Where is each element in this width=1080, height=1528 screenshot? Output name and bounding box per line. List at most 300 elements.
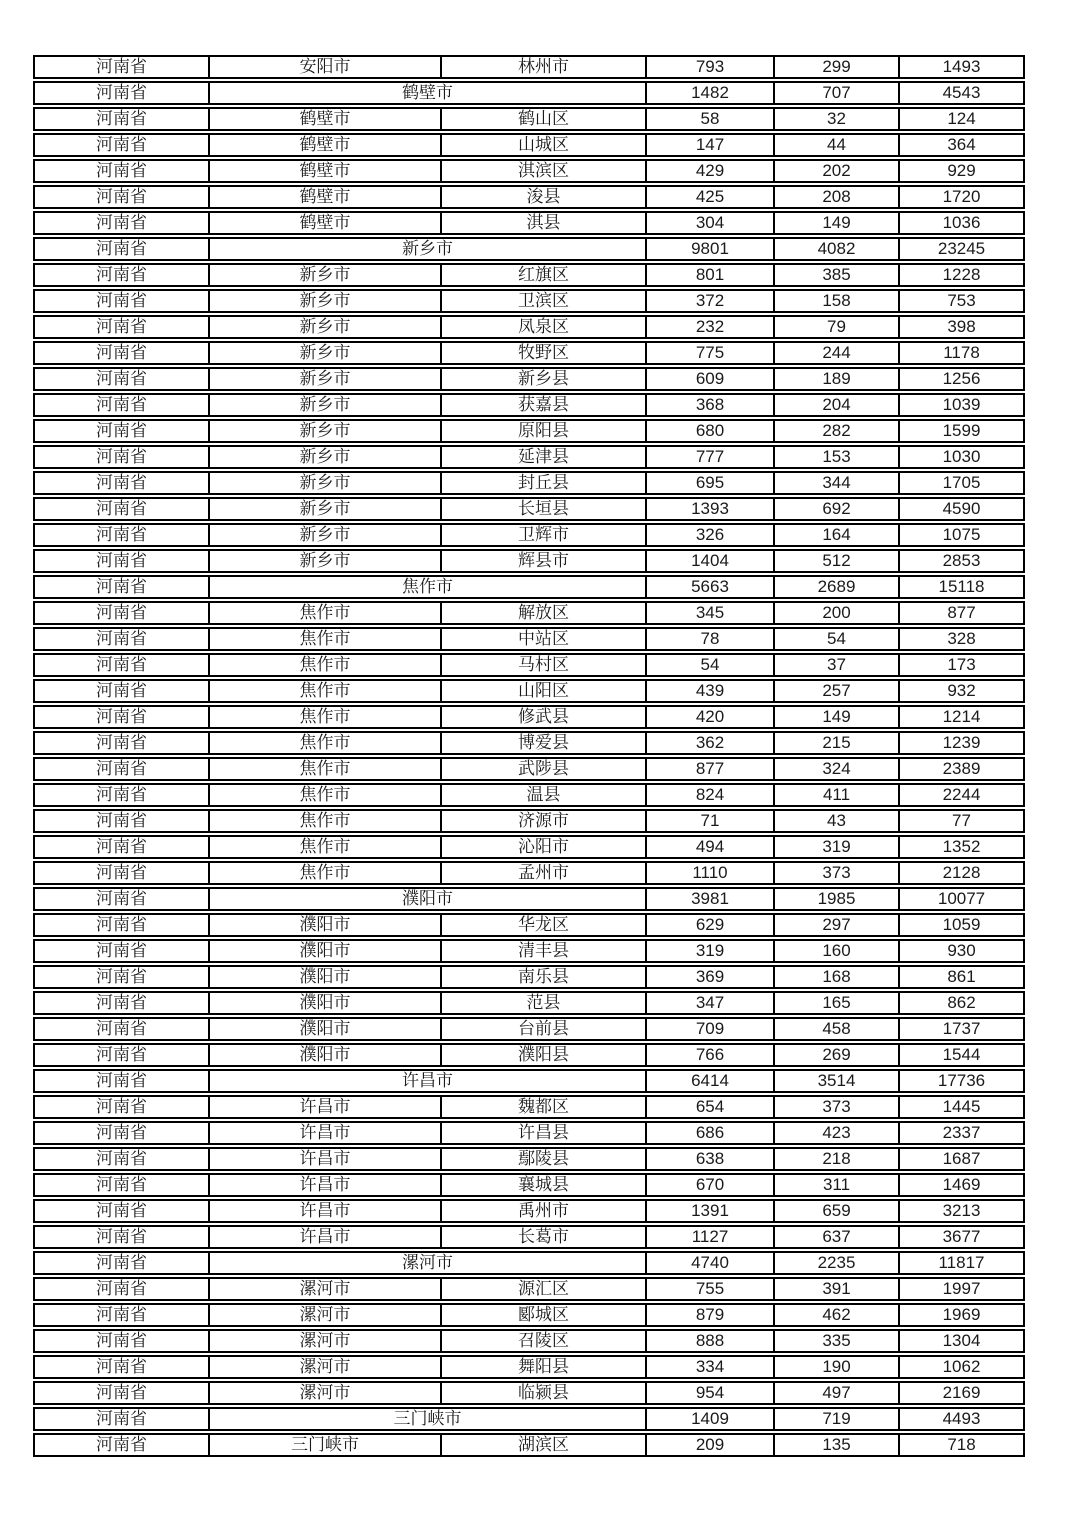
value-cell-3: 1062 bbox=[898, 1355, 1025, 1379]
value-cell-2: 215 bbox=[773, 731, 898, 755]
province-cell: 河南省 bbox=[33, 575, 208, 599]
district-cell: 博爱县 bbox=[440, 731, 645, 755]
city-cell: 许昌市 bbox=[208, 1095, 440, 1119]
value-cell-2: 373 bbox=[773, 1095, 898, 1119]
city-cell: 焦作市 bbox=[208, 705, 440, 729]
value-cell-2: 32 bbox=[773, 107, 898, 131]
city-cell: 鹤壁市 bbox=[208, 133, 440, 157]
value-cell-1: 777 bbox=[645, 445, 773, 469]
table-row bbox=[33, 939, 1025, 963]
value-cell-1: 368 bbox=[645, 393, 773, 417]
table-row bbox=[33, 705, 1025, 729]
province-cell: 河南省 bbox=[33, 1407, 208, 1431]
province-cell: 河南省 bbox=[33, 601, 208, 625]
province-cell: 河南省 bbox=[33, 1173, 208, 1197]
value-cell-3: 4543 bbox=[898, 81, 1025, 105]
table-row bbox=[33, 445, 1025, 469]
value-cell-3: 862 bbox=[898, 991, 1025, 1015]
value-cell-3: 4590 bbox=[898, 497, 1025, 521]
city-cell: 许昌市 bbox=[208, 1225, 440, 1249]
value-cell-1: 334 bbox=[645, 1355, 773, 1379]
value-cell-1: 369 bbox=[645, 965, 773, 989]
table-row bbox=[33, 289, 1025, 313]
value-cell-2: 190 bbox=[773, 1355, 898, 1379]
province-cell: 河南省 bbox=[33, 835, 208, 859]
table-row bbox=[33, 133, 1025, 157]
province-cell: 河南省 bbox=[33, 913, 208, 937]
value-cell-1: 304 bbox=[645, 211, 773, 235]
district-cell: 禹州市 bbox=[440, 1199, 645, 1223]
district-cell: 南乐县 bbox=[440, 965, 645, 989]
province-cell: 河南省 bbox=[33, 289, 208, 313]
table-row bbox=[33, 601, 1025, 625]
value-cell-1: 954 bbox=[645, 1381, 773, 1405]
table-row bbox=[33, 211, 1025, 235]
city-cell: 新乡市 bbox=[208, 289, 440, 313]
value-cell-3: 2853 bbox=[898, 549, 1025, 573]
province-cell: 河南省 bbox=[33, 497, 208, 521]
value-cell-2: 164 bbox=[773, 523, 898, 547]
district-cell: 山阳区 bbox=[440, 679, 645, 703]
province-cell: 河南省 bbox=[33, 861, 208, 885]
value-cell-3: 1720 bbox=[898, 185, 1025, 209]
table-row bbox=[33, 393, 1025, 417]
district-cell: 淇县 bbox=[440, 211, 645, 235]
district-cell: 解放区 bbox=[440, 601, 645, 625]
district-cell: 马村区 bbox=[440, 653, 645, 677]
district-cell: 舞阳县 bbox=[440, 1355, 645, 1379]
value-cell-2: 208 bbox=[773, 185, 898, 209]
value-cell-1: 793 bbox=[645, 55, 773, 79]
table-row bbox=[33, 1095, 1025, 1119]
district-cell: 台前县 bbox=[440, 1017, 645, 1041]
city-cell: 鹤壁市 bbox=[208, 81, 645, 105]
district-cell: 孟州市 bbox=[440, 861, 645, 885]
value-cell-2: 324 bbox=[773, 757, 898, 781]
district-cell: 卫滨区 bbox=[440, 289, 645, 313]
province-cell: 河南省 bbox=[33, 133, 208, 157]
value-cell-2: 202 bbox=[773, 159, 898, 183]
table-row bbox=[33, 757, 1025, 781]
table-row bbox=[33, 1043, 1025, 1067]
table-row bbox=[33, 1433, 1025, 1457]
district-cell: 济源市 bbox=[440, 809, 645, 833]
province-cell: 河南省 bbox=[33, 549, 208, 573]
city-cell: 新乡市 bbox=[208, 315, 440, 339]
province-cell: 河南省 bbox=[33, 809, 208, 833]
value-cell-3: 1075 bbox=[898, 523, 1025, 547]
city-cell: 许昌市 bbox=[208, 1173, 440, 1197]
district-cell: 长葛市 bbox=[440, 1225, 645, 1249]
table-row bbox=[33, 991, 1025, 1015]
district-cell: 牧野区 bbox=[440, 341, 645, 365]
city-cell: 三门峡市 bbox=[208, 1407, 645, 1431]
value-cell-3: 17736 bbox=[898, 1069, 1025, 1093]
province-cell: 河南省 bbox=[33, 627, 208, 651]
city-cell: 漯河市 bbox=[208, 1251, 645, 1275]
value-cell-1: 680 bbox=[645, 419, 773, 443]
city-cell: 漯河市 bbox=[208, 1329, 440, 1353]
value-cell-3: 4493 bbox=[898, 1407, 1025, 1431]
value-cell-1: 1409 bbox=[645, 1407, 773, 1431]
city-cell: 濮阳市 bbox=[208, 939, 440, 963]
district-cell: 范县 bbox=[440, 991, 645, 1015]
value-cell-1: 429 bbox=[645, 159, 773, 183]
value-cell-3: 1214 bbox=[898, 705, 1025, 729]
district-cell: 淇滨区 bbox=[440, 159, 645, 183]
value-cell-2: 54 bbox=[773, 627, 898, 651]
district-cell: 鄢陵县 bbox=[440, 1147, 645, 1171]
value-cell-2: 659 bbox=[773, 1199, 898, 1223]
district-cell: 濮阳县 bbox=[440, 1043, 645, 1067]
value-cell-2: 153 bbox=[773, 445, 898, 469]
province-cell: 河南省 bbox=[33, 1199, 208, 1223]
city-cell: 焦作市 bbox=[208, 757, 440, 781]
district-cell: 辉县市 bbox=[440, 549, 645, 573]
value-cell-3: 124 bbox=[898, 107, 1025, 131]
value-cell-1: 494 bbox=[645, 835, 773, 859]
value-cell-1: 209 bbox=[645, 1433, 773, 1457]
value-cell-1: 766 bbox=[645, 1043, 773, 1067]
city-cell: 新乡市 bbox=[208, 549, 440, 573]
table-row bbox=[33, 523, 1025, 547]
province-cell: 河南省 bbox=[33, 1355, 208, 1379]
value-cell-1: 709 bbox=[645, 1017, 773, 1041]
value-cell-1: 1391 bbox=[645, 1199, 773, 1223]
district-cell: 湖滨区 bbox=[440, 1433, 645, 1457]
value-cell-2: 218 bbox=[773, 1147, 898, 1171]
value-cell-2: 319 bbox=[773, 835, 898, 859]
value-cell-2: 692 bbox=[773, 497, 898, 521]
district-cell: 山城区 bbox=[440, 133, 645, 157]
province-cell: 河南省 bbox=[33, 965, 208, 989]
city-cell: 鹤壁市 bbox=[208, 185, 440, 209]
value-cell-2: 189 bbox=[773, 367, 898, 391]
city-cell: 新乡市 bbox=[208, 471, 440, 495]
value-cell-3: 2169 bbox=[898, 1381, 1025, 1405]
value-cell-2: 200 bbox=[773, 601, 898, 625]
table-row bbox=[33, 107, 1025, 131]
city-cell: 许昌市 bbox=[208, 1147, 440, 1171]
value-cell-1: 879 bbox=[645, 1303, 773, 1327]
value-cell-3: 1228 bbox=[898, 263, 1025, 287]
city-cell: 许昌市 bbox=[208, 1069, 645, 1093]
value-cell-1: 824 bbox=[645, 783, 773, 807]
value-cell-2: 423 bbox=[773, 1121, 898, 1145]
district-cell: 许昌县 bbox=[440, 1121, 645, 1145]
value-cell-1: 147 bbox=[645, 133, 773, 157]
city-cell: 濮阳市 bbox=[208, 1043, 440, 1067]
table-row bbox=[33, 679, 1025, 703]
city-cell: 濮阳市 bbox=[208, 965, 440, 989]
table-row bbox=[33, 55, 1025, 79]
value-cell-2: 458 bbox=[773, 1017, 898, 1041]
province-cell: 河南省 bbox=[33, 263, 208, 287]
city-cell: 濮阳市 bbox=[208, 991, 440, 1015]
value-cell-2: 497 bbox=[773, 1381, 898, 1405]
value-cell-3: 3213 bbox=[898, 1199, 1025, 1223]
province-cell: 河南省 bbox=[33, 211, 208, 235]
value-cell-1: 801 bbox=[645, 263, 773, 287]
value-cell-1: 3981 bbox=[645, 887, 773, 911]
district-cell: 沁阳市 bbox=[440, 835, 645, 859]
province-cell: 河南省 bbox=[33, 1303, 208, 1327]
value-cell-3: 1030 bbox=[898, 445, 1025, 469]
value-cell-3: 328 bbox=[898, 627, 1025, 651]
province-cell: 河南省 bbox=[33, 523, 208, 547]
city-cell: 焦作市 bbox=[208, 731, 440, 755]
value-cell-1: 347 bbox=[645, 991, 773, 1015]
city-cell: 焦作市 bbox=[208, 835, 440, 859]
value-cell-1: 326 bbox=[645, 523, 773, 547]
city-cell: 焦作市 bbox=[208, 679, 440, 703]
table-row bbox=[33, 1225, 1025, 1249]
value-cell-3: 718 bbox=[898, 1433, 1025, 1457]
province-cell: 河南省 bbox=[33, 1043, 208, 1067]
value-cell-3: 1969 bbox=[898, 1303, 1025, 1327]
table-row bbox=[33, 1121, 1025, 1145]
district-cell: 郾城区 bbox=[440, 1303, 645, 1327]
province-cell: 河南省 bbox=[33, 393, 208, 417]
table-row bbox=[33, 341, 1025, 365]
district-cell: 封丘县 bbox=[440, 471, 645, 495]
table-row bbox=[33, 185, 1025, 209]
value-cell-1: 695 bbox=[645, 471, 773, 495]
value-cell-3: 930 bbox=[898, 939, 1025, 963]
value-cell-2: 204 bbox=[773, 393, 898, 417]
value-cell-1: 1127 bbox=[645, 1225, 773, 1249]
province-cell: 河南省 bbox=[33, 1121, 208, 1145]
district-cell: 鹤山区 bbox=[440, 107, 645, 131]
table-row bbox=[33, 1017, 1025, 1041]
value-cell-2: 719 bbox=[773, 1407, 898, 1431]
value-cell-3: 1687 bbox=[898, 1147, 1025, 1171]
city-cell: 新乡市 bbox=[208, 263, 440, 287]
province-cell: 河南省 bbox=[33, 1147, 208, 1171]
province-cell: 河南省 bbox=[33, 445, 208, 469]
table-row bbox=[33, 1147, 1025, 1171]
value-cell-3: 1469 bbox=[898, 1173, 1025, 1197]
district-cell: 凤泉区 bbox=[440, 315, 645, 339]
table-row bbox=[33, 627, 1025, 651]
value-cell-2: 149 bbox=[773, 211, 898, 235]
value-cell-1: 71 bbox=[645, 809, 773, 833]
province-cell: 河南省 bbox=[33, 1381, 208, 1405]
table-row bbox=[33, 367, 1025, 391]
city-cell: 鹤壁市 bbox=[208, 107, 440, 131]
district-cell: 林州市 bbox=[440, 55, 645, 79]
value-cell-3: 929 bbox=[898, 159, 1025, 183]
value-cell-2: 165 bbox=[773, 991, 898, 1015]
value-cell-3: 173 bbox=[898, 653, 1025, 677]
table-row bbox=[33, 1381, 1025, 1405]
table-row bbox=[33, 549, 1025, 573]
value-cell-1: 6414 bbox=[645, 1069, 773, 1093]
city-cell: 新乡市 bbox=[208, 497, 440, 521]
value-cell-3: 932 bbox=[898, 679, 1025, 703]
province-cell: 河南省 bbox=[33, 757, 208, 781]
value-cell-2: 37 bbox=[773, 653, 898, 677]
province-cell: 河南省 bbox=[33, 731, 208, 755]
table-row bbox=[33, 783, 1025, 807]
value-cell-2: 297 bbox=[773, 913, 898, 937]
value-cell-1: 9801 bbox=[645, 237, 773, 261]
value-cell-2: 373 bbox=[773, 861, 898, 885]
table-row bbox=[33, 913, 1025, 937]
value-cell-1: 1110 bbox=[645, 861, 773, 885]
value-cell-3: 10077 bbox=[898, 887, 1025, 911]
province-cell: 河南省 bbox=[33, 991, 208, 1015]
table-row bbox=[33, 653, 1025, 677]
district-cell: 清丰县 bbox=[440, 939, 645, 963]
value-cell-1: 686 bbox=[645, 1121, 773, 1145]
province-cell: 河南省 bbox=[33, 55, 208, 79]
value-cell-3: 23245 bbox=[898, 237, 1025, 261]
province-cell: 河南省 bbox=[33, 939, 208, 963]
value-cell-1: 78 bbox=[645, 627, 773, 651]
value-cell-2: 160 bbox=[773, 939, 898, 963]
table-row bbox=[33, 861, 1025, 885]
province-cell: 河南省 bbox=[33, 367, 208, 391]
value-cell-3: 1493 bbox=[898, 55, 1025, 79]
value-cell-1: 425 bbox=[645, 185, 773, 209]
value-cell-3: 1256 bbox=[898, 367, 1025, 391]
province-cell: 河南省 bbox=[33, 679, 208, 703]
value-cell-2: 344 bbox=[773, 471, 898, 495]
city-cell: 焦作市 bbox=[208, 861, 440, 885]
district-cell: 原阳县 bbox=[440, 419, 645, 443]
district-cell: 卫辉市 bbox=[440, 523, 645, 547]
province-cell: 河南省 bbox=[33, 185, 208, 209]
table-row bbox=[33, 263, 1025, 287]
value-cell-2: 269 bbox=[773, 1043, 898, 1067]
province-cell: 河南省 bbox=[33, 341, 208, 365]
province-cell: 河南省 bbox=[33, 705, 208, 729]
table-row bbox=[33, 237, 1025, 261]
table-row bbox=[33, 159, 1025, 183]
value-cell-2: 335 bbox=[773, 1329, 898, 1353]
value-cell-1: 232 bbox=[645, 315, 773, 339]
value-cell-2: 282 bbox=[773, 419, 898, 443]
table-row bbox=[33, 81, 1025, 105]
city-cell: 新乡市 bbox=[208, 341, 440, 365]
value-cell-1: 4740 bbox=[645, 1251, 773, 1275]
value-cell-3: 1997 bbox=[898, 1277, 1025, 1301]
value-cell-3: 753 bbox=[898, 289, 1025, 313]
value-cell-3: 2337 bbox=[898, 1121, 1025, 1145]
value-cell-3: 11817 bbox=[898, 1251, 1025, 1275]
value-cell-2: 79 bbox=[773, 315, 898, 339]
province-cell: 河南省 bbox=[33, 1225, 208, 1249]
table-row bbox=[33, 471, 1025, 495]
table-row bbox=[33, 1173, 1025, 1197]
value-cell-3: 1239 bbox=[898, 731, 1025, 755]
district-cell: 浚县 bbox=[440, 185, 645, 209]
province-cell: 河南省 bbox=[33, 419, 208, 443]
value-cell-3: 1304 bbox=[898, 1329, 1025, 1353]
value-cell-2: 4082 bbox=[773, 237, 898, 261]
table-row bbox=[33, 1303, 1025, 1327]
province-cell: 河南省 bbox=[33, 1017, 208, 1041]
value-cell-2: 385 bbox=[773, 263, 898, 287]
value-cell-1: 362 bbox=[645, 731, 773, 755]
city-cell: 漯河市 bbox=[208, 1355, 440, 1379]
value-cell-3: 1352 bbox=[898, 835, 1025, 859]
province-cell: 河南省 bbox=[33, 159, 208, 183]
city-cell: 濮阳市 bbox=[208, 913, 440, 937]
province-cell: 河南省 bbox=[33, 1069, 208, 1093]
value-cell-2: 168 bbox=[773, 965, 898, 989]
table-row bbox=[33, 1407, 1025, 1431]
province-cell: 河南省 bbox=[33, 653, 208, 677]
province-cell: 河南省 bbox=[33, 1329, 208, 1353]
value-cell-2: 2235 bbox=[773, 1251, 898, 1275]
value-cell-2: 637 bbox=[773, 1225, 898, 1249]
district-cell: 武陟县 bbox=[440, 757, 645, 781]
city-cell: 新乡市 bbox=[208, 445, 440, 469]
district-cell: 华龙区 bbox=[440, 913, 645, 937]
district-cell: 获嘉县 bbox=[440, 393, 645, 417]
value-cell-3: 1544 bbox=[898, 1043, 1025, 1067]
table-row bbox=[33, 1277, 1025, 1301]
province-cell: 河南省 bbox=[33, 1251, 208, 1275]
value-cell-2: 44 bbox=[773, 133, 898, 157]
city-cell: 濮阳市 bbox=[208, 1017, 440, 1041]
table-row bbox=[33, 1355, 1025, 1379]
value-cell-3: 1445 bbox=[898, 1095, 1025, 1119]
value-cell-1: 420 bbox=[645, 705, 773, 729]
value-cell-3: 1705 bbox=[898, 471, 1025, 495]
table-row bbox=[33, 1069, 1025, 1093]
province-cell: 河南省 bbox=[33, 1277, 208, 1301]
table-row bbox=[33, 1199, 1025, 1223]
value-cell-3: 3677 bbox=[898, 1225, 1025, 1249]
table-row bbox=[33, 575, 1025, 599]
district-cell: 修武县 bbox=[440, 705, 645, 729]
value-cell-1: 670 bbox=[645, 1173, 773, 1197]
value-cell-2: 257 bbox=[773, 679, 898, 703]
province-cell: 河南省 bbox=[33, 1095, 208, 1119]
district-cell: 中站区 bbox=[440, 627, 645, 651]
city-cell: 漯河市 bbox=[208, 1381, 440, 1405]
value-cell-1: 654 bbox=[645, 1095, 773, 1119]
value-cell-1: 1482 bbox=[645, 81, 773, 105]
value-cell-1: 1404 bbox=[645, 549, 773, 573]
province-cell: 河南省 bbox=[33, 471, 208, 495]
province-cell: 河南省 bbox=[33, 887, 208, 911]
value-cell-2: 43 bbox=[773, 809, 898, 833]
table-row bbox=[33, 497, 1025, 521]
province-cell: 河南省 bbox=[33, 81, 208, 105]
table-row bbox=[33, 809, 1025, 833]
table-row bbox=[33, 731, 1025, 755]
table-row bbox=[33, 887, 1025, 911]
value-cell-1: 629 bbox=[645, 913, 773, 937]
district-cell: 源汇区 bbox=[440, 1277, 645, 1301]
district-cell: 襄城县 bbox=[440, 1173, 645, 1197]
value-cell-2: 512 bbox=[773, 549, 898, 573]
value-cell-2: 3514 bbox=[773, 1069, 898, 1093]
value-cell-3: 1178 bbox=[898, 341, 1025, 365]
district-cell: 红旗区 bbox=[440, 263, 645, 287]
value-cell-3: 2128 bbox=[898, 861, 1025, 885]
value-cell-3: 861 bbox=[898, 965, 1025, 989]
city-cell: 新乡市 bbox=[208, 523, 440, 547]
value-cell-1: 755 bbox=[645, 1277, 773, 1301]
value-cell-1: 372 bbox=[645, 289, 773, 313]
value-cell-3: 1059 bbox=[898, 913, 1025, 937]
table-row bbox=[33, 1329, 1025, 1353]
